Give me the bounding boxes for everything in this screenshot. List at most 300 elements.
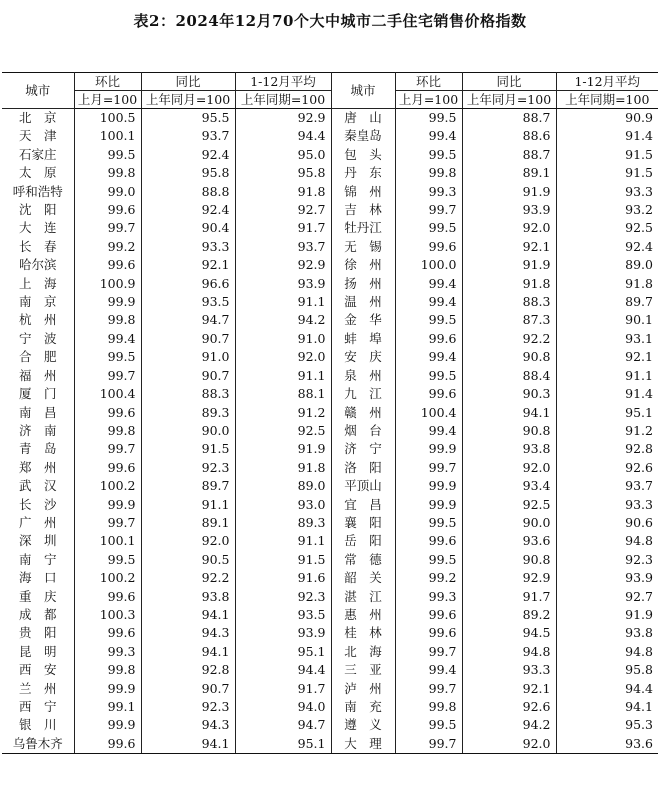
right-city-cell: 韶 关 [331,569,395,587]
left-yoy-cell: 90.7 [141,330,235,348]
right-yoy-cell: 93.8 [462,440,556,458]
table-row [2,532,658,550]
header-yoy-base-left: 上年同月=100 [141,91,235,109]
left-city-cell: 厦 门 [18,386,57,402]
right-city-cell: 蚌 埠 [331,330,395,348]
left-yoy-cell: 92.0 [141,532,235,550]
left-city-cell: 沈 阳 [18,202,57,218]
left-city-cell: 银 川 [18,717,57,733]
table-row [2,606,658,624]
left-avg-cell: 94.7 [235,716,331,734]
header-avg-right: 1-12月平均 [556,73,658,91]
left-city-cell: 哈尔滨 [18,257,57,273]
left-yoy-cell: 93.8 [141,588,235,606]
left-yoy-cell: 95.5 [141,109,235,128]
right-city-cell: 徐 州 [331,256,395,274]
left-yoy-cell: 93.3 [141,238,235,256]
header-yoy-base-right: 上年同月=100 [462,91,556,109]
right-city-cell: 吉 林 [331,201,395,219]
right-avg-cell: 90.1 [556,311,658,329]
right-mom-cell: 99.6 [395,606,462,624]
left-yoy-cell: 93.7 [141,127,235,145]
right-mom-cell: 99.5 [395,146,462,164]
left-city-cell: 武 汉 [18,478,57,494]
right-city-cell: 宜 昌 [331,496,395,514]
right-city-cell: 牡丹江 [331,219,395,237]
left-avg-cell: 95.1 [235,643,331,661]
left-yoy-cell: 89.7 [141,477,235,495]
table-row [2,201,658,219]
left-avg-cell: 93.9 [235,275,331,293]
left-city-cell: 西 安 [18,662,57,678]
right-mom-cell: 99.7 [395,201,462,219]
right-yoy-cell: 90.0 [462,514,556,532]
right-yoy-cell: 88.6 [462,127,556,145]
left-avg-cell: 92.7 [235,201,331,219]
right-yoy-cell: 94.5 [462,624,556,642]
left-yoy-cell: 92.3 [141,698,235,716]
left-city-cell: 杭 州 [18,312,57,328]
left-mom-cell: 99.7 [74,219,141,237]
left-yoy-cell: 92.4 [141,146,235,164]
right-avg-cell: 92.3 [556,551,658,569]
right-yoy-cell: 88.3 [462,293,556,311]
right-avg-cell: 91.5 [556,164,658,182]
table-row [2,293,658,311]
left-yoy-cell: 92.8 [141,661,235,679]
right-mom-cell: 100.4 [395,404,462,422]
left-city-cell: 合 肥 [18,349,57,365]
table-row [2,385,658,403]
left-avg-cell: 91.9 [235,440,331,458]
left-yoy-cell: 90.5 [141,551,235,569]
right-avg-cell: 91.1 [556,367,658,385]
left-mom-cell: 99.7 [74,440,141,458]
right-mom-cell: 99.5 [395,716,462,734]
left-mom-cell: 100.3 [74,606,141,624]
left-yoy-cell: 92.2 [141,569,235,587]
left-city-cell: 广 州 [18,514,57,530]
right-city-cell: 南 充 [331,698,395,716]
right-city-cell: 平顶山 [331,477,395,495]
header-avg-left: 1-12月平均 [235,73,331,91]
right-mom-cell: 99.7 [395,459,462,477]
left-mom-cell: 99.0 [74,183,141,201]
left-avg-cell: 95.0 [235,146,331,164]
right-avg-cell: 93.6 [556,735,658,754]
right-city-cell: 扬 州 [331,275,395,293]
table-row [2,164,658,182]
left-mom-cell: 99.5 [74,146,141,164]
left-yoy-cell: 89.3 [141,404,235,422]
right-city-cell: 洛 阳 [331,459,395,477]
left-city-cell: 乌鲁木齐 [2,735,74,754]
left-yoy-cell: 94.3 [141,716,235,734]
table-row [2,404,658,422]
right-mom-cell: 99.4 [395,661,462,679]
right-avg-cell: 93.9 [556,569,658,587]
left-mom-cell: 99.6 [74,256,141,274]
right-mom-cell: 99.6 [395,385,462,403]
right-yoy-cell: 92.0 [462,459,556,477]
left-city-cell: 长 春 [18,238,57,254]
right-yoy-cell: 87.3 [462,311,556,329]
left-city-cell: 深 圳 [18,533,57,549]
left-mom-cell: 100.2 [74,477,141,495]
left-mom-cell: 99.6 [74,459,141,477]
left-mom-cell: 99.8 [74,422,141,440]
right-mom-cell: 99.3 [395,588,462,606]
right-mom-cell: 99.4 [395,127,462,145]
left-avg-cell: 91.1 [235,293,331,311]
right-yoy-cell: 88.7 [462,146,556,164]
right-avg-cell: 93.1 [556,330,658,348]
left-city-cell: 呼和浩特 [12,183,63,199]
left-mom-cell: 99.8 [74,311,141,329]
right-yoy-cell: 93.9 [462,201,556,219]
right-avg-cell: 92.1 [556,348,658,366]
right-mom-cell: 99.5 [395,219,462,237]
left-city-cell: 天 津 [18,128,57,144]
left-mom-cell: 100.2 [74,569,141,587]
header-city-right: 城市 [331,73,395,109]
left-yoy-cell: 92.1 [141,256,235,274]
header-city-left: 城市 [2,73,74,109]
right-mom-cell: 99.5 [395,367,462,385]
right-yoy-cell: 92.1 [462,680,556,698]
left-avg-cell: 94.4 [235,127,331,145]
left-city-cell: 上 海 [18,275,57,291]
right-mom-cell: 99.9 [395,477,462,495]
table-row [2,440,658,458]
table-row [2,127,658,145]
right-city-cell: 泸 州 [331,680,395,698]
left-mom-cell: 100.9 [74,275,141,293]
left-city-cell: 郑 州 [18,459,57,475]
header-mom-base-left: 上月=100 [74,91,141,109]
left-avg-cell: 95.8 [235,164,331,182]
right-avg-cell: 90.6 [556,514,658,532]
left-avg-cell: 93.7 [235,238,331,256]
left-avg-cell: 92.9 [235,109,331,128]
right-yoy-cell: 90.8 [462,551,556,569]
right-avg-cell: 91.2 [556,422,658,440]
right-yoy-cell: 94.8 [462,643,556,661]
right-yoy-cell: 92.5 [462,496,556,514]
left-city-cell: 南 昌 [18,404,57,420]
header-mom-base-right: 上月=100 [395,91,462,109]
right-yoy-cell: 91.9 [462,183,556,201]
right-mom-cell: 99.3 [395,183,462,201]
right-yoy-cell: 92.0 [462,219,556,237]
table-row [2,256,658,274]
right-yoy-cell: 92.2 [462,330,556,348]
right-city-cell: 赣 州 [331,404,395,422]
right-yoy-cell: 92.9 [462,569,556,587]
right-mom-cell: 99.5 [395,109,462,128]
left-mom-cell: 99.7 [74,367,141,385]
right-city-cell: 包 头 [331,146,395,164]
right-mom-cell: 99.7 [395,680,462,698]
right-city-cell: 温 州 [331,293,395,311]
right-yoy-cell: 90.3 [462,385,556,403]
header-row-2 [2,91,658,109]
right-avg-cell: 91.4 [556,385,658,403]
left-city-cell: 北 京 [18,110,57,125]
table-row [2,238,658,256]
table-row [2,219,658,237]
left-city-cell: 重 庆 [18,588,57,604]
right-mom-cell: 99.6 [395,624,462,642]
right-yoy-cell: 93.6 [462,532,556,550]
left-avg-cell: 91.7 [235,680,331,698]
header-avg-base-right: 上年同期=100 [556,91,658,109]
right-city-cell: 丹 东 [331,164,395,182]
right-city-cell: 安 庆 [331,348,395,366]
right-avg-cell: 95.3 [556,716,658,734]
left-mom-cell: 99.6 [74,624,141,642]
right-mom-cell: 99.7 [395,735,462,754]
left-mom-cell: 99.6 [74,735,141,754]
header-row-1 [2,73,658,91]
right-avg-cell: 92.5 [556,219,658,237]
table-row [2,183,658,201]
left-mom-cell: 99.9 [74,680,141,698]
left-mom-cell: 99.1 [74,698,141,716]
right-avg-cell: 94.8 [556,643,658,661]
right-avg-cell: 89.7 [556,293,658,311]
right-yoy-cell: 91.8 [462,275,556,293]
table-row [2,330,658,348]
left-city-cell: 长 沙 [18,496,57,512]
left-avg-cell: 92.0 [235,348,331,366]
left-mom-cell: 99.9 [74,716,141,734]
left-mom-cell: 99.9 [74,496,141,514]
left-mom-cell: 99.3 [74,643,141,661]
table-row [2,551,658,569]
left-yoy-cell: 94.1 [141,643,235,661]
left-mom-cell: 99.5 [74,348,141,366]
left-mom-cell: 99.6 [74,201,141,219]
right-avg-cell: 92.8 [556,440,658,458]
left-mom-cell: 99.8 [74,661,141,679]
right-mom-cell: 99.4 [395,422,462,440]
left-avg-cell: 89.3 [235,514,331,532]
right-avg-cell: 90.9 [556,109,658,128]
table-row [2,716,658,734]
left-city-cell: 大 连 [18,220,57,236]
left-avg-cell: 91.6 [235,569,331,587]
left-yoy-cell: 93.5 [141,293,235,311]
right-city-cell: 九 江 [331,385,395,403]
left-city-cell: 兰 州 [18,680,57,696]
table-row [2,348,658,366]
table-row [2,588,658,606]
right-mom-cell: 99.6 [395,532,462,550]
left-avg-cell: 92.9 [235,256,331,274]
left-avg-cell: 91.0 [235,330,331,348]
right-avg-cell: 89.0 [556,256,658,274]
right-yoy-cell: 93.3 [462,661,556,679]
table-row [2,146,658,164]
right-city-cell: 无 锡 [331,238,395,256]
left-city-cell: 石家庄 [18,146,57,162]
table-title: 表2：2024年12月70个大中城市二手住宅销售价格指数 [133,12,527,30]
right-avg-cell: 93.3 [556,496,658,514]
right-mom-cell: 99.5 [395,551,462,569]
left-city-cell: 贵 阳 [18,625,57,641]
right-city-cell: 锦 州 [331,183,395,201]
right-avg-cell: 94.4 [556,680,658,698]
right-avg-cell: 92.7 [556,588,658,606]
header-yoy-left: 同比 [141,73,235,91]
left-yoy-cell: 94.7 [141,311,235,329]
left-yoy-cell: 95.8 [141,164,235,182]
right-avg-cell: 91.9 [556,606,658,624]
right-city-cell: 岳 阳 [331,532,395,550]
left-city-cell: 昆 明 [18,643,57,659]
left-yoy-cell: 92.3 [141,459,235,477]
left-yoy-cell: 94.3 [141,624,235,642]
right-avg-cell: 95.8 [556,661,658,679]
table-body [2,109,658,754]
left-yoy-cell: 94.1 [141,606,235,624]
left-city-cell: 青 岛 [18,441,57,457]
right-yoy-cell: 93.4 [462,477,556,495]
left-mom-cell: 99.6 [74,404,141,422]
left-city-cell: 南 宁 [18,551,57,567]
left-avg-cell: 94.0 [235,698,331,716]
right-yoy-cell: 88.7 [462,109,556,128]
left-avg-cell: 91.1 [235,367,331,385]
right-mom-cell: 99.2 [395,569,462,587]
right-mom-cell: 99.9 [395,496,462,514]
table-row [2,661,658,679]
left-yoy-cell: 90.4 [141,219,235,237]
left-mom-cell: 99.8 [74,164,141,182]
left-avg-cell: 91.5 [235,551,331,569]
price-index-table [2,72,658,754]
left-avg-cell: 91.7 [235,219,331,237]
right-yoy-cell: 90.8 [462,348,556,366]
left-avg-cell: 92.3 [235,588,331,606]
right-yoy-cell: 91.9 [462,256,556,274]
table-row [2,735,658,754]
table-row [2,367,658,385]
left-city-cell: 海 口 [18,570,57,586]
left-mom-cell: 100.1 [74,532,141,550]
right-city-cell: 三 亚 [331,661,395,679]
table-row [2,275,658,293]
right-avg-cell: 94.1 [556,698,658,716]
table-row [2,496,658,514]
left-yoy-cell: 91.0 [141,348,235,366]
table-row [2,624,658,642]
right-avg-cell: 93.3 [556,183,658,201]
right-avg-cell: 91.5 [556,146,658,164]
header-mom-left: 环比 [74,73,141,91]
right-city-cell: 湛 江 [331,588,395,606]
table-row [2,422,658,440]
left-yoy-cell: 90.0 [141,422,235,440]
left-mom-cell: 100.5 [74,109,141,128]
left-avg-cell: 91.1 [235,532,331,550]
right-city-cell: 泉 州 [331,367,395,385]
left-mom-cell: 99.5 [74,551,141,569]
right-avg-cell: 91.4 [556,127,658,145]
left-avg-cell: 91.8 [235,183,331,201]
left-avg-cell: 89.0 [235,477,331,495]
right-city-cell: 遵 义 [331,716,395,734]
right-city-cell: 惠 州 [331,606,395,624]
header-avg-base-left: 上年同期=100 [235,91,331,109]
right-yoy-cell: 92.0 [462,735,556,754]
left-avg-cell: 93.0 [235,496,331,514]
right-city-cell: 烟 台 [331,422,395,440]
left-avg-cell: 91.2 [235,404,331,422]
right-city-cell: 大 理 [331,735,395,754]
right-mom-cell: 99.6 [395,238,462,256]
right-avg-cell: 93.2 [556,201,658,219]
left-mom-cell: 99.6 [74,588,141,606]
header-mom-right: 环比 [395,73,462,91]
left-yoy-cell: 88.3 [141,385,235,403]
right-yoy-cell: 92.1 [462,238,556,256]
right-mom-cell: 99.8 [395,164,462,182]
right-city-cell: 唐 山 [331,109,395,128]
left-yoy-cell: 90.7 [141,680,235,698]
left-avg-cell: 88.1 [235,385,331,403]
right-city-cell: 北 海 [331,643,395,661]
right-avg-cell: 93.8 [556,624,658,642]
left-mom-cell: 100.1 [74,127,141,145]
table-row [2,680,658,698]
right-avg-cell: 92.6 [556,459,658,477]
right-avg-cell: 94.8 [556,532,658,550]
right-avg-cell: 92.4 [556,238,658,256]
left-city-cell: 太 原 [18,165,57,181]
right-yoy-cell: 94.1 [462,404,556,422]
right-city-cell: 秦皇岛 [331,127,395,145]
left-yoy-cell: 91.1 [141,496,235,514]
left-city-cell: 西 宁 [18,699,57,714]
right-yoy-cell: 88.4 [462,367,556,385]
left-yoy-cell: 91.5 [141,440,235,458]
right-mom-cell: 99.7 [395,643,462,661]
right-city-cell: 桂 林 [331,624,395,642]
left-mom-cell: 99.7 [74,514,141,532]
left-mom-cell: 99.2 [74,238,141,256]
right-yoy-cell: 94.2 [462,716,556,734]
left-yoy-cell: 96.6 [141,275,235,293]
right-city-cell: 济 宁 [331,440,395,458]
left-avg-cell: 91.8 [235,459,331,477]
left-yoy-cell: 89.1 [141,514,235,532]
left-mom-cell: 100.4 [74,385,141,403]
left-avg-cell: 93.5 [235,606,331,624]
left-city-cell: 宁 波 [18,330,57,346]
table-row [2,698,658,716]
left-city-cell: 南 京 [18,294,57,310]
right-mom-cell: 99.5 [395,514,462,532]
left-avg-cell: 95.1 [235,735,331,754]
table-row [2,109,658,128]
left-avg-cell: 93.9 [235,624,331,642]
right-city-cell: 金 华 [331,311,395,329]
right-mom-cell: 100.0 [395,256,462,274]
right-mom-cell: 99.5 [395,311,462,329]
left-mom-cell: 99.4 [74,330,141,348]
